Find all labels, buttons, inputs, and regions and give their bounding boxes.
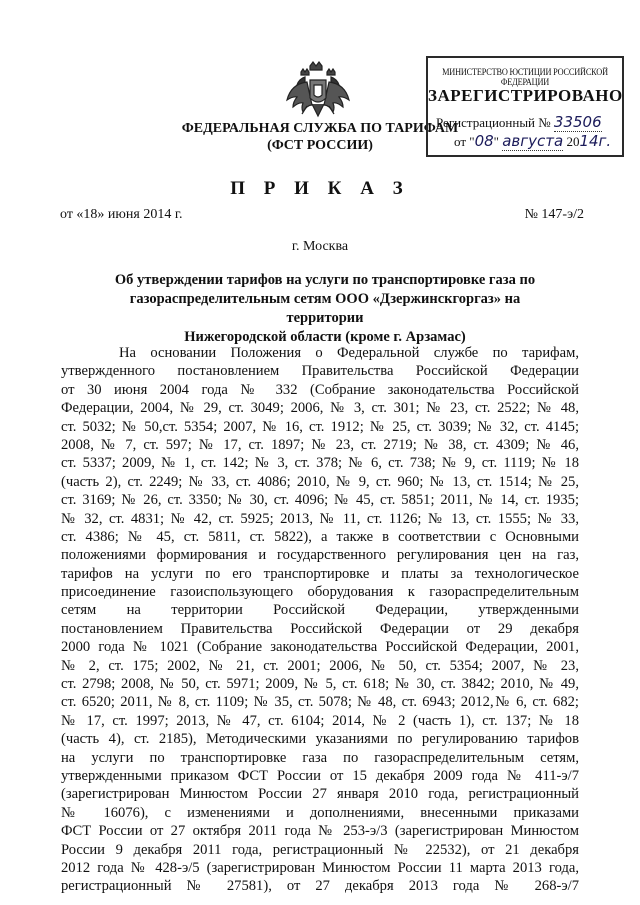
order-date: от «18» июня 2014 г. — [60, 207, 183, 222]
body-line: ст. 2798; 2008, № 50, ст. 5971; 2009, № 5, ст. 618; № 30, ст. 3842; 2010, № 49, — [61, 676, 579, 693]
body-line: 2012 года № 428-э/5 (зарегистрирован Минюстом России 11 марта 2013 года, — [61, 859, 579, 876]
subject-line: газораспределительным сетям ООО «Дзержинскгоргаз» на территории — [129, 291, 521, 326]
body-line: постановлением Правительства Российской Федерации от 29 декабря — [61, 620, 579, 637]
order-subject — [100, 271, 550, 347]
stamp-ministry: МИНИСТЕРСТВО ЮСТИЦИИ РОССИЙСКОЙ ФЕДЕРАЦИИ — [442, 67, 608, 87]
subject-line: Об утверждении тарифов на услуги по транспортировке газа по — [114, 272, 536, 288]
double-headed-eagle-emblem-icon — [283, 60, 353, 124]
order-number: № 147-э/2 — [524, 207, 584, 222]
body-line: присоединение газоиспользующего оборудования к газораспределительным — [61, 584, 579, 601]
stamp-date-prefix: от — [454, 134, 467, 149]
body-line: от 30 июня 2004 года № 332 (Собрание законодательства Российской — [61, 381, 579, 398]
body-line: на услуги по транспортировке газа по газораспределительным сетям, — [61, 749, 579, 766]
body-line: тарифов на услуги по его транспортировке и платы за технологическое — [61, 565, 579, 582]
body-line: положениями формирования и государственного регулирования цен на газ, — [61, 547, 579, 564]
body-line: (зарегистрирован Минюстом России 27 января 2010 года, регистрационный — [61, 786, 579, 803]
body-line: № 2, ст. 175; 2002, № 21, ст. 2001; 2006, № 50, ст. 5354; 2007, № 23, — [61, 657, 579, 674]
body-line: России 9 декабря 2011 года, регистрационный № 22532), от 21 декабря — [61, 841, 579, 858]
body-line: 2008, № 7, ст. 597; № 17, ст. 1897; № 23, ст. 2719; № 38, ст. 4309; № 46, — [61, 436, 579, 453]
body-line: ст. 3169; № 26, ст. 3350; № 30, ст. 4096; № 45, ст. 5851; 2011, № 14, ст. 1935; — [61, 492, 579, 509]
agency-name — [175, 120, 465, 154]
body-line: сетям на территории Российской Федерации, утвержденными — [61, 602, 579, 619]
order-city: г. Москва — [291, 239, 349, 254]
body-line: Федерации, 2004, № 29, ст. 3049; 2006, № 3, ст. 301; № 23, ст. 2522; № 48, — [61, 400, 579, 417]
body-line: № 32, ст. 4831; № 42, ст. 5925; 2013, № 11, ст. 1126; № 13, ст. 1555; № 33, — [61, 510, 579, 527]
agency-line-1: ФЕДЕРАЛЬНАЯ СЛУЖБА ПО ТАРИФАМ — [181, 121, 459, 136]
stamp-date-year-hand: 14г. — [579, 132, 612, 150]
body-line: На основании Положения о Федеральной службе по тарифам, — [119, 345, 579, 361]
body-line: ст. 5337; 2009, № 1, ст. 142; № 3, ст. 378; № 6, ст. 738; № 9, ст. 1119; № 18 — [61, 455, 579, 472]
body-line: утвержденного постановлением Правительства Российской Федерации — [61, 363, 579, 380]
body-line: ст. 4386; № 45, ст. 5811, ст. 5822), а также в соответствии с Основными — [61, 528, 579, 545]
body-line: ФСТ России от 27 октября 2011 года № 253-э/3 (зарегистрирован Минюстом — [61, 823, 579, 840]
stamp-registered: ЗАРЕГИСТРИРОВАНО — [428, 86, 623, 105]
stamp-date-day: 08 — [474, 132, 494, 150]
body-line: регистрационный № 27581), от 27 декабря 2013 года № 268-э/7 — [61, 878, 579, 895]
body-line: 2000 года № 1021 (Собрание законодательства Российской Федерации, 2001, — [61, 639, 579, 656]
stamp-date-year-print: 20 — [566, 134, 580, 149]
agency-line-2: (ФСТ РОССИИ) — [267, 138, 373, 153]
stamp-reg-line — [436, 113, 602, 132]
stamp-reg-label: Регистрационный № — [436, 115, 551, 130]
body-line: № 17, ст. 1997; 2013, № 47, ст. 6104; 2014, № 2 (часть 1), ст. 137; № 18 — [61, 712, 579, 729]
body-line: ст. 5032; № 50,ст. 5354; 2007, № 16, ст. 1912; № 25, ст. 3039; № 32, ст. 4145; — [61, 418, 579, 435]
body-line: (часть 2), ст. 2249; № 33, ст. 4086; 2010, № 9, ст. 960; № 13, ст. 1514; № 25, — [61, 473, 579, 490]
body-line: ст. 6520; 2011, № 8, ст. 1109; № 35, ст. 5078; № 48, ст. 6943; 2012,№ 6, ст. 682; — [61, 694, 579, 711]
registration-stamp — [426, 56, 624, 157]
stamp-date-line: от "08" августа 2014г. — [454, 132, 612, 150]
document-title: П Р И К А З — [230, 178, 410, 199]
body-line: утвержденными приказом ФСТ России от 15 декабря 2009 года № 411-э/7 — [61, 767, 579, 784]
body-line: № 16076), с изменениями и дополнениями, внесенными приказами — [61, 804, 579, 821]
stamp-reg-number: 33506 — [553, 113, 602, 131]
order-body — [61, 344, 579, 896]
subject-line: Нижегородской области (кроме г. Арзамас) — [184, 329, 466, 345]
body-line: (часть 4), ст. 2185), Методическими указаниями по регулированию тарифов — [61, 731, 579, 748]
stamp-date-month: августа — [502, 132, 564, 150]
